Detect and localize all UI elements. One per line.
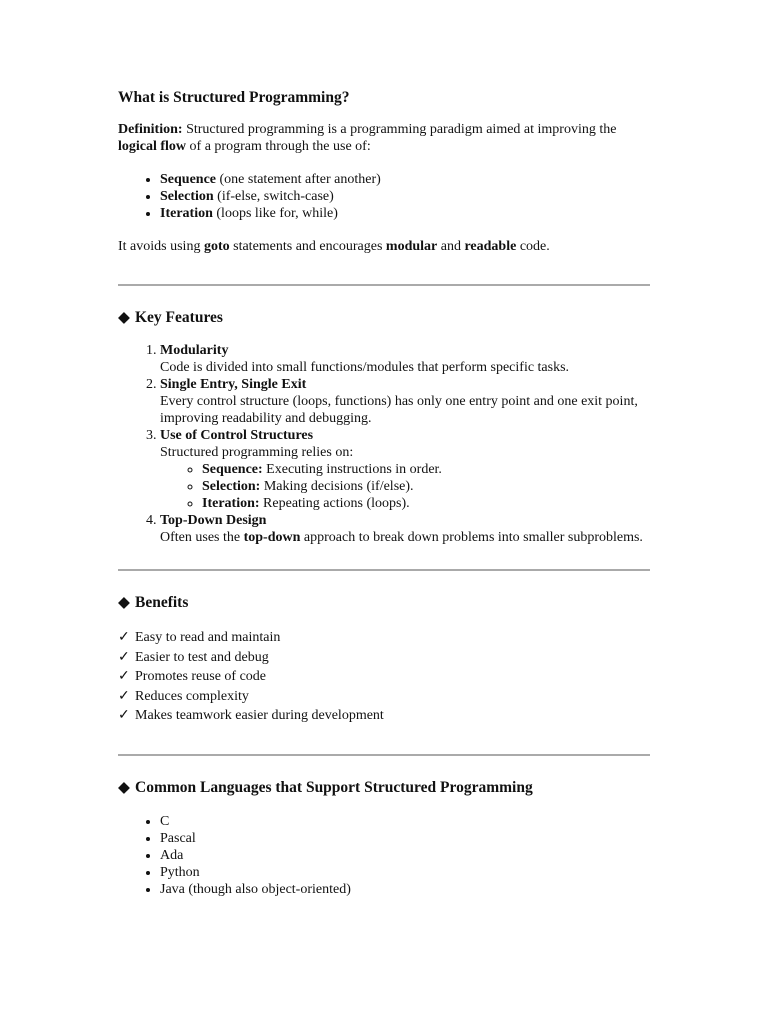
feature-description: Code is divided into small functions/modules that perform specific tasks. — [160, 360, 570, 375]
avoid-readable: readable — [464, 239, 517, 254]
page-title: What is Structured Programming? — [118, 89, 350, 106]
diamond-icon: ◆ — [118, 778, 130, 796]
list-item-text: Repeating actions (loops). — [259, 496, 410, 511]
list-item: • Python — [160, 864, 650, 881]
section-divider — [118, 569, 650, 571]
benefit-text: Reduces complexity — [135, 688, 249, 704]
feature-desc-text-1: Often uses the — [160, 530, 244, 545]
list-item — [160, 205, 650, 222]
feature-title: Use of Control Structures — [160, 428, 314, 443]
list-item: • Ada — [160, 847, 650, 864]
list-item — [118, 706, 650, 726]
avoid-text-4: code. — [516, 239, 550, 254]
definition-paragraph — [118, 121, 650, 155]
document-content — [118, 88, 650, 898]
feature-title: Top-Down Design — [160, 513, 267, 528]
benefit-text: Easier to test and debug — [135, 649, 269, 665]
list-item — [202, 478, 650, 495]
list-item-text: Executing instructions in order. — [262, 462, 442, 477]
list-item: • C — [160, 813, 650, 830]
list-item — [202, 495, 650, 512]
definition-text-2: of a program through the use of: — [186, 139, 371, 154]
diamond-icon: ◆ — [118, 594, 130, 611]
checkmark-icon: ✓ — [118, 669, 130, 684]
key-features-heading — [118, 308, 650, 328]
list-item — [118, 648, 650, 668]
control-structures-list — [160, 461, 650, 512]
list-item: • Java (though also object-oriented) — [160, 881, 650, 898]
list-item-bold: Sequence — [160, 172, 216, 187]
feature-description — [160, 530, 643, 545]
checkmark-icon: ✓ — [118, 649, 130, 665]
avoid-text-2: statements and encourages — [229, 239, 386, 254]
list-item-text: (loops like for, while) — [212, 206, 338, 221]
list-item — [202, 461, 650, 478]
avoid-modular: modular — [385, 239, 438, 254]
diamond-icon: ◆ — [118, 309, 130, 326]
feature-item — [160, 427, 650, 512]
feature-title: Modularity — [160, 343, 229, 358]
list-item-bold: Selection: — [202, 479, 261, 494]
definition-text-1: Structured programming is a programming paradigm aimed at improving the — [182, 122, 617, 137]
languages-list — [118, 813, 650, 898]
feature-description: Every control structure (loops, functions) has only one entry point and one exit point, improving readability and debugging. — [160, 394, 638, 426]
list-item — [118, 667, 650, 687]
feature-desc-text-2: approach to break down problems into smaller subproblems. — [300, 530, 643, 545]
section-divider — [118, 284, 650, 286]
avoid-text-3: and — [437, 239, 465, 254]
feature-item — [160, 342, 650, 376]
languages-title: Common Languages that Support Structured Programming — [135, 778, 533, 796]
avoid-goto: goto — [203, 239, 230, 254]
benefits-list — [118, 628, 650, 726]
list-item-text: (if-else, switch-case) — [213, 189, 334, 204]
benefit-text: Easy to read and maintain — [135, 630, 281, 645]
definition-label: Definition: — [118, 122, 183, 137]
list-item-bold: Sequence: — [202, 462, 263, 477]
feature-description: Structured programming relies on: — [160, 445, 354, 460]
benefit-text: Promotes reuse of code — [135, 669, 267, 684]
avoid-paragraph — [118, 238, 650, 255]
section-divider — [118, 754, 650, 756]
checkmark-icon: ✓ — [118, 630, 130, 645]
benefit-text: Makes teamwork easier during development — [135, 708, 384, 723]
feature-desc-bold: top-down — [243, 530, 301, 545]
list-item-text: Making decisions (if/else). — [260, 479, 414, 494]
avoid-text-1: It avoids using — [118, 239, 204, 254]
paradigm-list — [118, 171, 650, 222]
list-item — [160, 188, 650, 205]
list-item-bold: Iteration: — [202, 496, 260, 511]
key-features-list — [118, 342, 650, 546]
feature-title: Single Entry, Single Exit — [160, 377, 307, 392]
definition-bold: logical flow — [118, 139, 187, 154]
list-item — [118, 687, 650, 707]
list-item-bold: Iteration — [160, 206, 213, 221]
list-item: • Pascal — [160, 830, 650, 847]
benefits-heading — [118, 593, 650, 613]
languages-heading — [118, 778, 650, 798]
checkmark-icon: ✓ — [118, 688, 130, 704]
key-features-title: Key Features — [135, 309, 223, 326]
list-item — [118, 628, 650, 648]
list-item-text: (one statement after another) — [216, 172, 381, 187]
list-item-bold: Selection — [160, 189, 214, 204]
list-item — [160, 171, 650, 188]
checkmark-icon: ✓ — [118, 708, 130, 723]
benefits-title: Benefits — [135, 594, 189, 611]
feature-item — [160, 376, 650, 427]
feature-item — [160, 512, 650, 546]
